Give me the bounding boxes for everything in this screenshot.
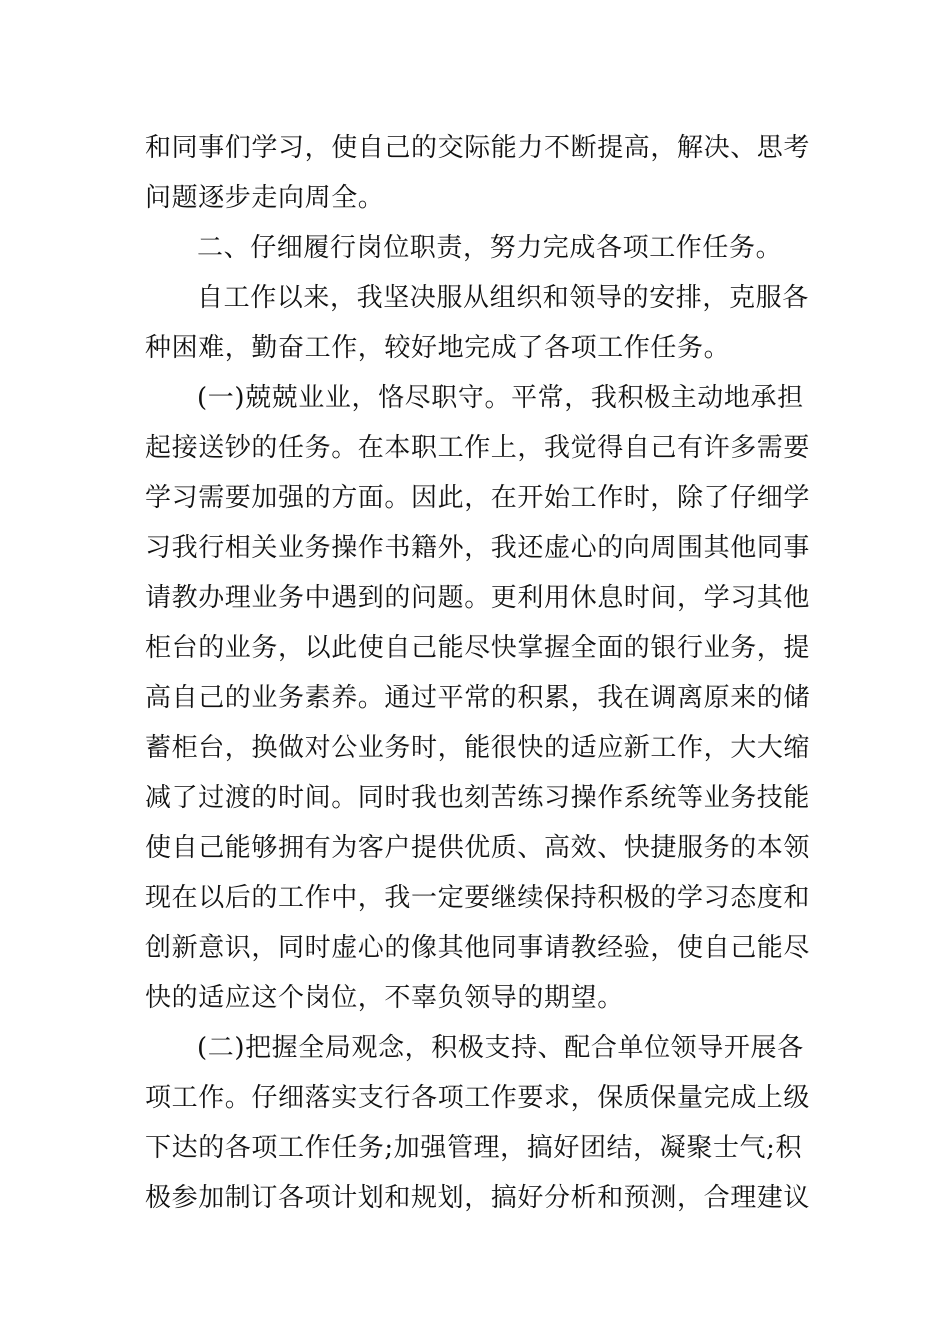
text-line: 创新意识，同时虚心的像其他同事请教经验，使自己能尽 xyxy=(145,933,811,963)
text-line: 请教办理业务中遇到的问题。更利用休息时间，学习其他 xyxy=(145,583,811,613)
text-line: 和同事们学习，使自己的交际能力不断提高，解决、思考 xyxy=(145,133,811,163)
text-line: 习我行相关业务操作书籍外，我还虚心的向周围其他同事 xyxy=(145,533,811,563)
text-line: 柜台的业务，以此使自己能尽快掌握全面的银行业务，提 xyxy=(145,633,811,663)
text-line: (二)把握全局观念，积极支持、配合单位领导开展各 xyxy=(197,1033,804,1063)
text-line: 项工作。仔细落实支行各项工作要求，保质保量完成上级 xyxy=(145,1083,811,1113)
text-line: 现在以后的工作中，我一定要继续保持积极的学习态度和 xyxy=(145,883,811,913)
text-line: (一)兢兢业业，恪尽职守。平常，我积极主动地承担 xyxy=(197,383,804,413)
text-line: 下达的各项工作任务;加强管理，搞好团结，凝聚士气;积 xyxy=(145,1133,803,1163)
text-line: 快的适应这个岗位，不辜负领导的期望。 xyxy=(145,983,624,1013)
text-line: 学习需要加强的方面。因此，在开始工作时，除了仔细学 xyxy=(145,483,811,513)
text-line: 减了过渡的时间。同时我也刻苦练习操作系统等业务技能 xyxy=(145,783,811,813)
text-line: 高自己的业务素养。通过平常的积累，我在调离原来的储 xyxy=(145,683,811,713)
text-line: 起接送钞的任务。在本职工作上，我觉得自己有许多需要 xyxy=(145,433,811,463)
text-line: 问题逐步走向周全。 xyxy=(145,183,385,213)
text-line: 自工作以来，我坚决服从组织和领导的安排，克服各 xyxy=(197,283,809,313)
section-heading: 二、仔细履行岗位职责，努力完成各项工作任务。 xyxy=(197,233,783,263)
text-line: 使自己能够拥有为客户提供优质、高效、快捷服务的本领 xyxy=(145,833,811,863)
text-line: 极参加制订各项计划和规划，搞好分析和预测，合理建议 xyxy=(145,1183,811,1213)
text-line: 蓄柜台，换做对公业务时，能很快的适应新工作，大大缩 xyxy=(145,733,811,763)
text-line: 种困难，勤奋工作，较好地完成了各项工作任务。 xyxy=(145,333,731,363)
